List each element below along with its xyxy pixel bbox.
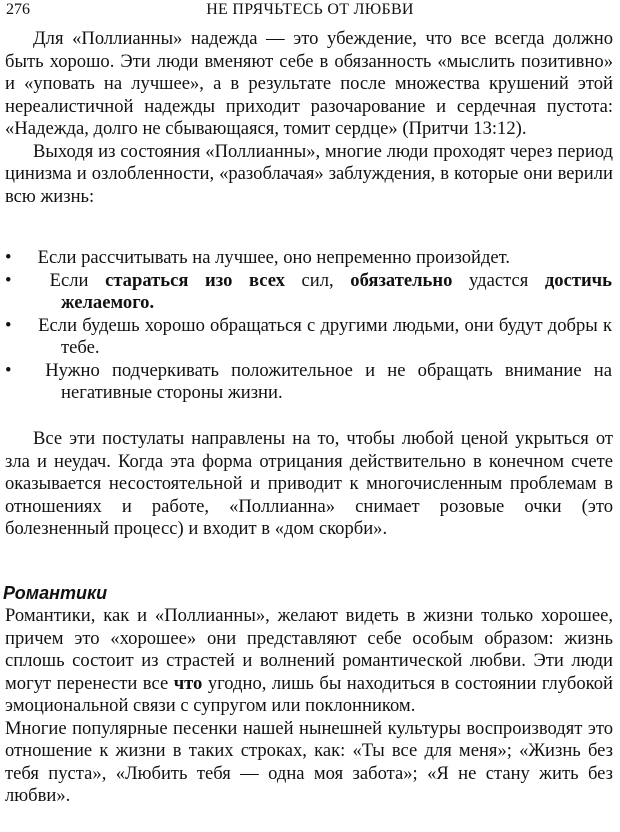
bullet-text: сил, <box>284 269 351 291</box>
bullet-item-4 <box>33 360 612 405</box>
bullet-bold-text: стараться изо всех <box>105 269 285 291</box>
bullet-list <box>33 247 612 405</box>
paragraph-hope: Для «Поллианны» надежда — это убеждение, что все всегда должно быть хорошо. Эти люди вменяют себе в обязанность «мыслить позитивно» и «уповать на лучшее», а в результате после множества крушений этой нереалистичной надежды приходит разочарование и сердечная пустота: «Надежда, долго не сбывающаяся, томит сердце» (Притчи 13:12). <box>5 28 613 139</box>
bullet-text: Нужно подчеркивать положительное и не обращать внимание на негативные стороны жизни. <box>33 359 612 403</box>
page-header <box>6 0 614 22</box>
page-number: 276 <box>6 1 30 18</box>
text-block-romantics <box>5 605 613 808</box>
text-block-postulates <box>5 428 613 541</box>
bullet-text: удастся <box>452 269 545 291</box>
running-title: НЕ ПРЯЧЬТЕСЬ ОТ ЛЮБВИ <box>206 1 414 18</box>
paragraph-songs: Многие популярные песенки нашей нынешней культуры воспроизводят это отношение к жизни в таких строках, как: «Ты все для меня»; «Жизнь без тебя пуста», «Любить тебя — одна моя забота»; «Я не стану жить без любви». <box>5 717 613 806</box>
paragraph-text: угодно, лишь бы находиться в состоянии глубокой эмоциональной связи с супругом или поклонником. <box>5 672 613 716</box>
bullet-item-3 <box>33 315 612 360</box>
bullet-text: Если будешь хорошо обращаться с другими людьми, они будут добры к тебе. <box>33 314 612 358</box>
paragraph-romantics <box>5 605 613 718</box>
paragraph-cynicism: Выходя из состояния «Поллианны», многие люди проходят через период цинизма и озлобленности, «разоблачая» заблуждения, в которые они верили всю жизнь: <box>5 140 613 207</box>
paragraph-postulates: Все эти постулаты направлены на то, чтобы любой ценой укрыться от зла и неудач. Когда эта форма отрицания действительно в конечном счете оказывается несостоятельной и приводит к многочисленным проблемам в отношениях и работе, «Поллианна» снимает розовые очки (это болезненный процесс) и входит в «дом скорби». <box>5 428 613 539</box>
paragraph-bold-text: что <box>173 672 203 694</box>
text-block-intro <box>5 28 613 208</box>
paragraph-text: Романтики, как и «Поллианны», желают видеть в жизни только хорошее, причем это «хорошее» они представляют себе особым образом: жизнь сплошь состоит из страстей и волнений романтической любви. Эти люди могут перенести все <box>5 605 613 694</box>
bullet-item-2 <box>33 270 612 315</box>
bullet-text: Если <box>33 269 106 291</box>
section-heading: Романтики <box>3 583 108 603</box>
bullet-item-1 <box>33 247 612 270</box>
bullet-bold-text: достичь желаемого. <box>61 269 612 313</box>
bullet-bold-text: обязательно <box>350 269 453 291</box>
bullet-text: Если рассчитывать на лучшее, оно непременно произойдет. <box>33 247 511 268</box>
